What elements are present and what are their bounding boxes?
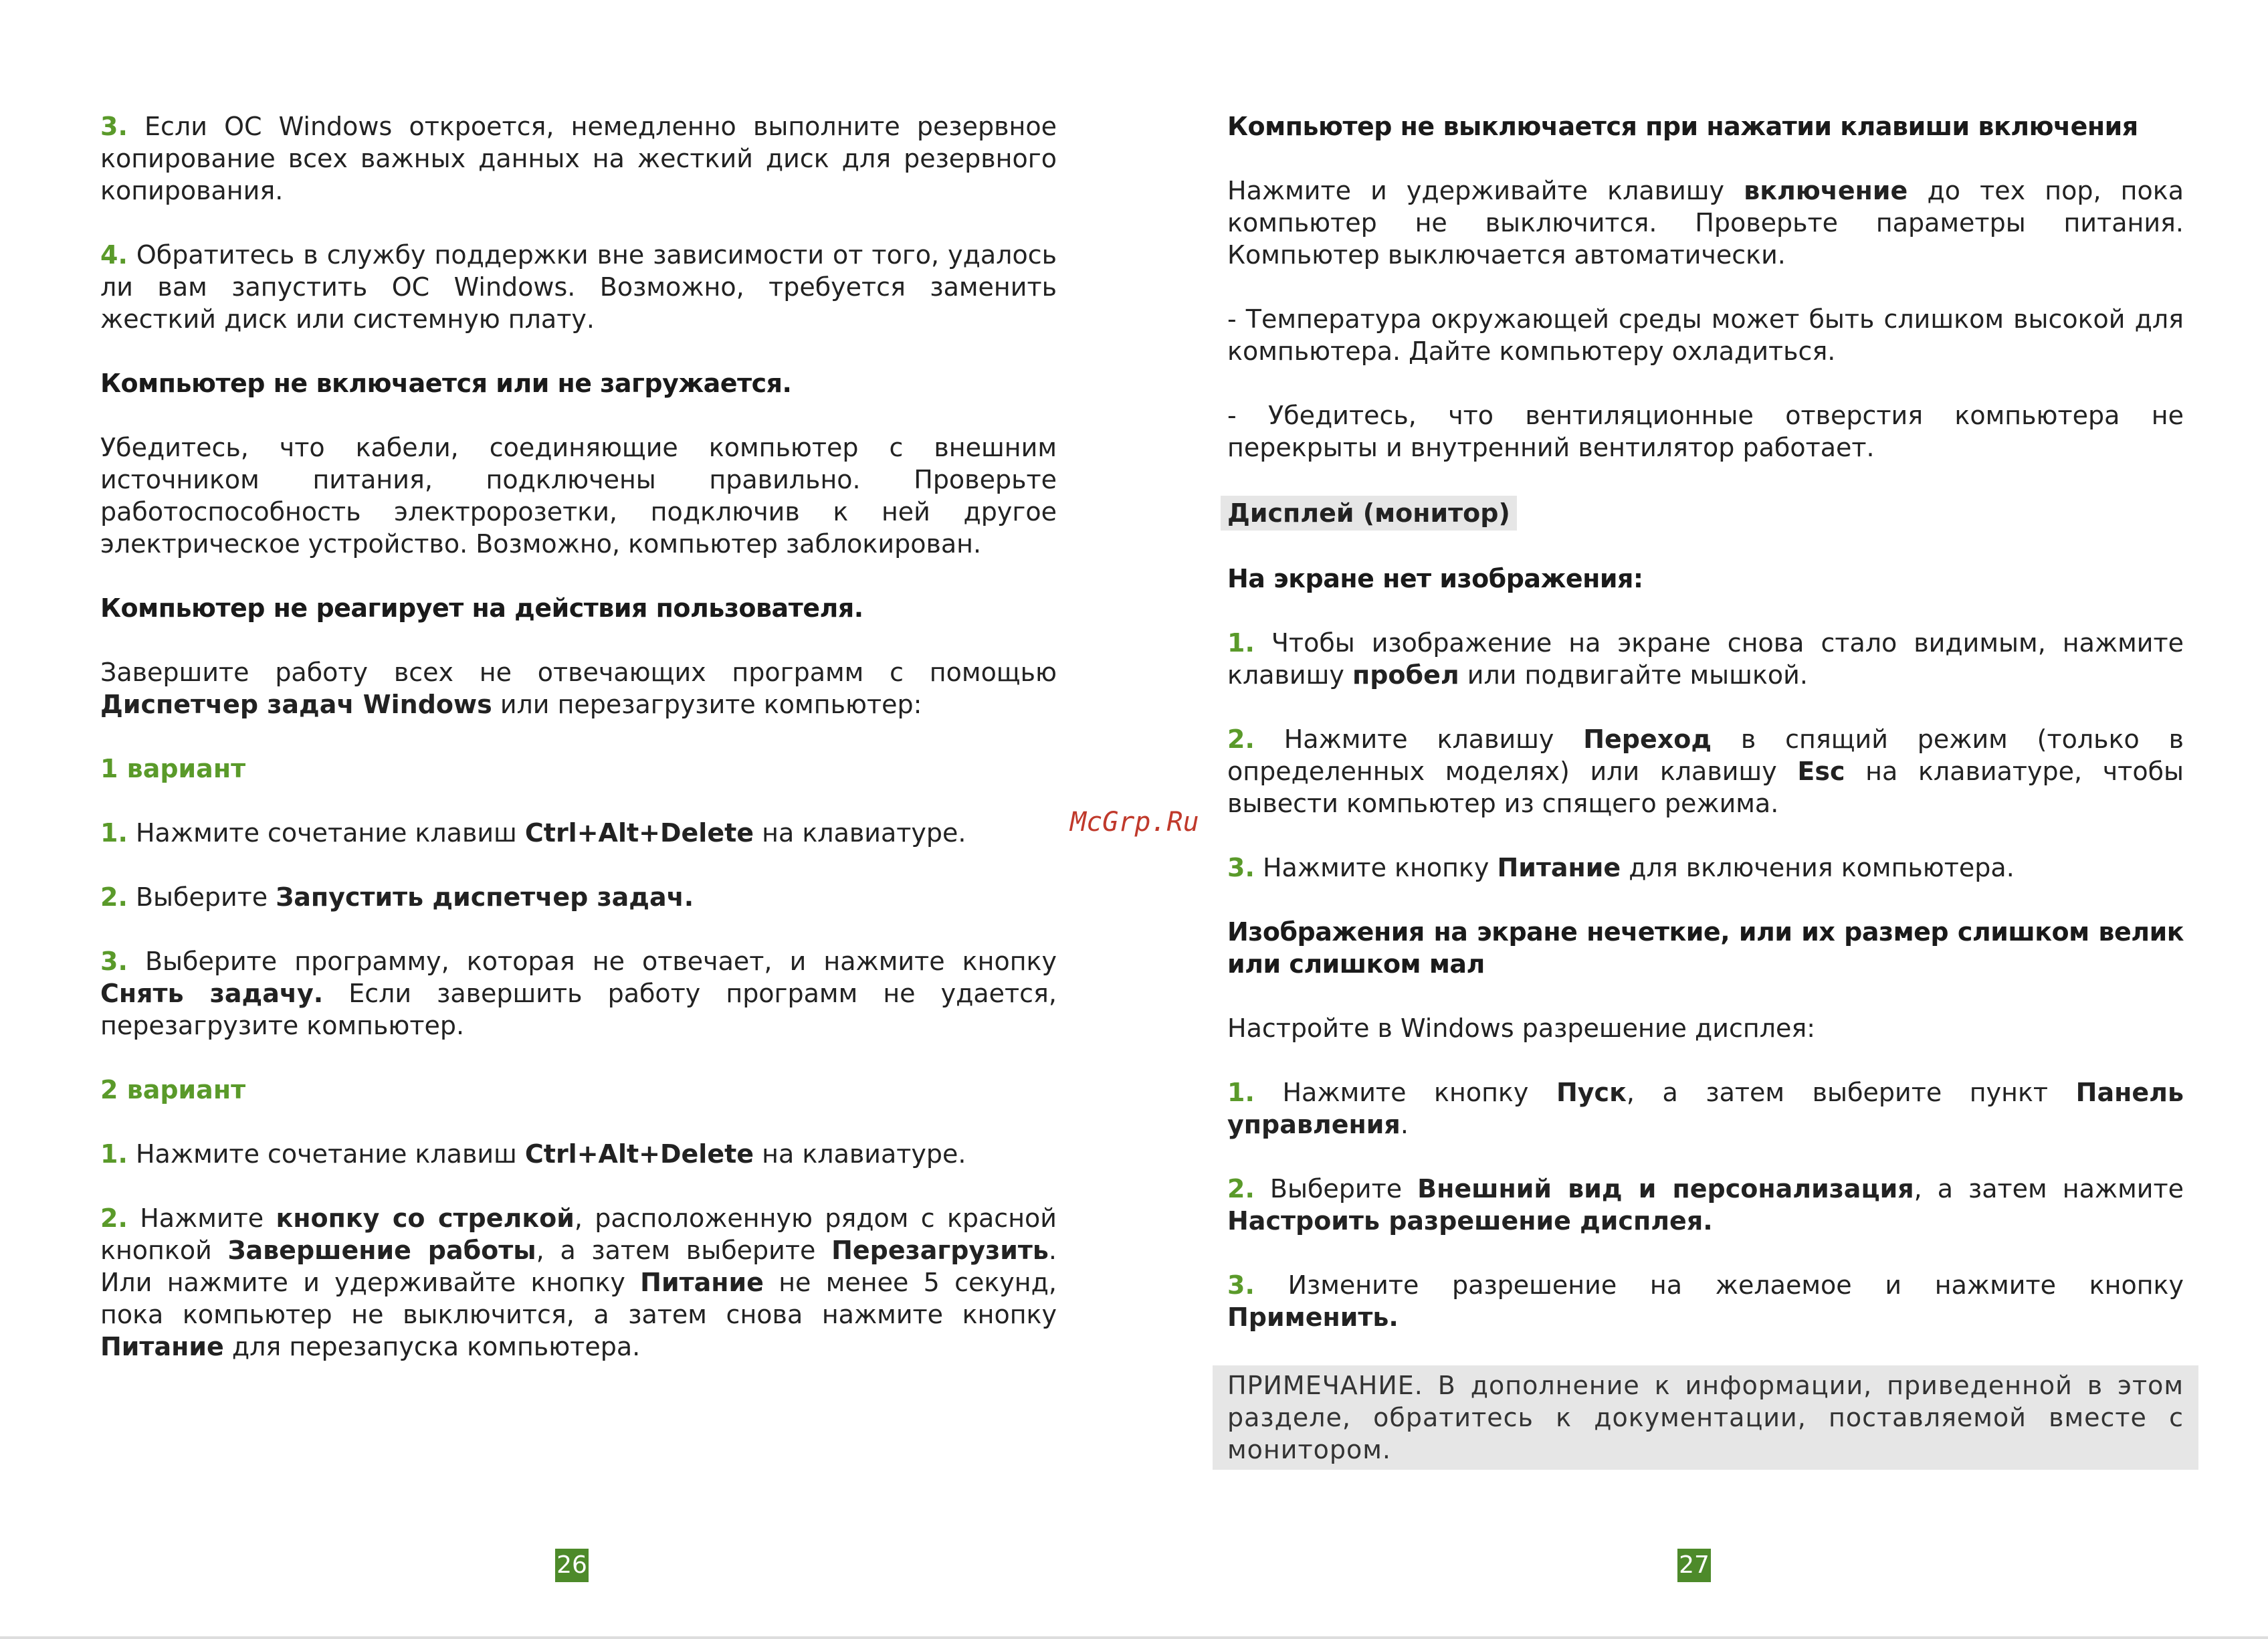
watermark: McGrp.Ru (1070, 807, 1199, 838)
display-step-3 (1227, 852, 2184, 884)
bold-term: Пуск (1556, 1078, 1627, 1107)
text-part: на клавиатуре. (754, 818, 966, 848)
step-number: 4. (100, 240, 128, 270)
step-number: 2. (100, 882, 128, 912)
text-part: Если завершить работу программ не удается, перезагрузите компьютер. (100, 979, 1057, 1040)
text-part: . Или нажмите и удерживайте кнопку (100, 1236, 1057, 1297)
step-number: 3. (100, 947, 128, 976)
page-bottom-edge (0, 1636, 2268, 1639)
text-part: для включения компьютера. (1621, 853, 2015, 882)
heading-no-boot: Компьютер не включается или не загружается. (100, 369, 792, 398)
text-part: до тех пор, пока компьютер не выключится. Проверьте параметры питания. Компьютер выключается автоматически. (1227, 176, 2184, 270)
paragraph-hold-power (1227, 175, 2184, 271)
step-number: 3. (100, 112, 128, 141)
paragraph-4 (100, 239, 1057, 335)
text-part: на клавиатуре. (754, 1139, 966, 1169)
text-part: Чтобы изображение на экране снова стало видимым, нажмите клавишу (1227, 628, 2184, 690)
heading-no-shutdown: Компьютер не выключается при нажатии клавиши включения (1227, 112, 2138, 141)
paragraph-cables: Убедитесь, что кабели, соединяющие компьютер с внешним источником питания, подключены правильно. Проверьте работоспособность электророзетки, подключив к ней другое электрическое устройство. Возможно, компьютер заблокирован. (100, 433, 1057, 559)
paragraph-resolution: Настройте в Windows разрешение дисплея: (1227, 1014, 1816, 1043)
paragraph-text: Если ОС Windows откроется, немедленно выполните резервное копирование всех важных данных на жесткий диск для резервного копирования. (100, 112, 1057, 205)
bold-term: Диспетчер задач Windows (100, 690, 492, 719)
text-part: Выберите программу, которая не отвечает, и нажмите кнопку (127, 947, 1057, 976)
variant-2-step-1 (100, 1138, 1057, 1170)
bold-term: Ctrl+Alt+Delete (524, 818, 754, 848)
bold-term: кнопку со стрелкой (276, 1203, 575, 1233)
bold-term: Питание (1497, 853, 1621, 882)
text-part: , расположенную рядом с красной кнопкой (100, 1203, 1057, 1265)
page-number-left: 26 (555, 1549, 589, 1582)
text-part: или подвигайте мышкой. (1459, 660, 1808, 690)
text-part: Нажмите кнопку (1254, 853, 1498, 882)
bold-term: Завершение работы (227, 1236, 536, 1265)
bold-term: Применить. (1227, 1303, 1399, 1332)
text-part: , а затем выберите пункт (1626, 1078, 2076, 1107)
paragraph-3 (100, 110, 1057, 207)
text-part: в спящий режим (только в определенных моделях) или клавишу (1227, 725, 2184, 786)
bold-term: Питание (640, 1268, 764, 1297)
paragraph-temperature: - Температура окружающей среды может быть слишком высокой для компьютера. Дайте компьютеру охладиться. (1227, 304, 2184, 366)
section-display (1227, 496, 2184, 531)
text-part: для перезапуска компьютера. (223, 1332, 641, 1361)
text-part: Нажмите кнопку (1254, 1078, 1556, 1107)
bold-term: Внешний вид и персонализация (1417, 1174, 1914, 1203)
variant-1-step-1 (100, 817, 1057, 849)
text-part: Нажмите сочетание клавиш (127, 1139, 525, 1169)
display-step-1 (1227, 627, 2184, 691)
text-part: Нажмите и удерживайте клавишу (1227, 176, 1744, 205)
paragraph-text: Обратитесь в службу поддержки вне зависимости от того, удалось ли вам запустить ОС Windows. Возможно, требуется заменить жесткий диск или системную плату. (100, 240, 1057, 334)
text-part: или перезагрузите компьютер: (492, 690, 922, 719)
bold-term: Перезагрузить (831, 1236, 1049, 1265)
text-part: Нажмите (127, 1203, 276, 1233)
variant-1-step-3 (100, 945, 1057, 1042)
heading-no-image: На экране нет изображения: (1227, 564, 1643, 593)
heading-not-responding: Компьютер не реагирует на действия пользователя. (100, 593, 863, 623)
bold-term: Настроить разрешение дисплея. (1227, 1206, 1713, 1236)
text-part: , а затем нажмите (1914, 1174, 2184, 1203)
resolution-step-2 (1227, 1173, 2184, 1237)
paragraph-ventilation: - Убедитесь, что вентиляционные отверстия компьютера не перекрыты и внутренний вентилятор работает. (1227, 401, 2184, 462)
text-part: Нажмите сочетание клавиш (127, 818, 525, 848)
step-number: 2. (1227, 1174, 1255, 1203)
text-part: не менее 5 секунд, пока компьютер не выключится, а затем снова нажмите кнопку (100, 1268, 1057, 1329)
step-number: 1. (1227, 1078, 1255, 1107)
step-number: 1. (100, 818, 128, 848)
heading-blurry: Изображения на экране нечеткие, или их размер слишком велик или слишком мал (1227, 917, 2184, 979)
step-number: 1. (1227, 628, 1255, 658)
step-number: 3. (1227, 853, 1255, 882)
resolution-step-1 (1227, 1076, 2184, 1141)
bold-term: Ctrl+Alt+Delete (524, 1139, 754, 1169)
text-part: . (1400, 1110, 1409, 1139)
paragraph-task-manager (100, 656, 1057, 720)
variant-2-heading: 2 вариант (100, 1075, 246, 1104)
text-part: на клавиатуре, чтобы вывести компьютер из спящего режима. (1227, 757, 2184, 818)
note-box: ПРИМЕЧАНИЕ. В дополнение к информации, приведенной в этом разделе, обратитесь к документации, поставляемой вместе с монитором. (1213, 1365, 2198, 1470)
left-page (100, 110, 1057, 1395)
step-number: 2. (1227, 725, 1255, 754)
bold-term: Переход (1583, 725, 1712, 754)
step-number: 2. (100, 1203, 128, 1233)
step-number: 1. (100, 1139, 128, 1169)
resolution-step-3 (1227, 1269, 2184, 1333)
bold-term: включение (1744, 176, 1908, 205)
text-part: Нажмите клавишу (1254, 725, 1584, 754)
bold-term: Esc (1797, 757, 1845, 786)
right-page (1227, 110, 2184, 1502)
bold-term: пробел (1352, 660, 1459, 690)
text-part: , а затем выберите (536, 1236, 832, 1265)
text-part: Измените разрешение на желаемое и нажмите кнопку (1254, 1270, 2184, 1300)
variant-1-step-2 (100, 881, 1057, 913)
bold-term: Панель управления (1227, 1078, 2184, 1139)
variant-1-heading: 1 вариант (100, 754, 246, 783)
bold-term: Запустить диспетчер задач. (276, 882, 694, 912)
bold-term: Снять задачу. (100, 979, 324, 1008)
text-part: Выберите (127, 882, 276, 912)
display-step-2 (1227, 723, 2184, 820)
variant-2-step-2 (100, 1202, 1057, 1363)
text-part: Выберите (1254, 1174, 1418, 1203)
page-number-right: 27 (1677, 1549, 1711, 1582)
text-part: Завершите работу всех не отвечающих программ с помощью (100, 658, 1057, 687)
step-number: 3. (1227, 1270, 1255, 1300)
bold-term: Питание (100, 1332, 224, 1361)
section-tag: Дисплей (монитор) (1221, 496, 1517, 531)
